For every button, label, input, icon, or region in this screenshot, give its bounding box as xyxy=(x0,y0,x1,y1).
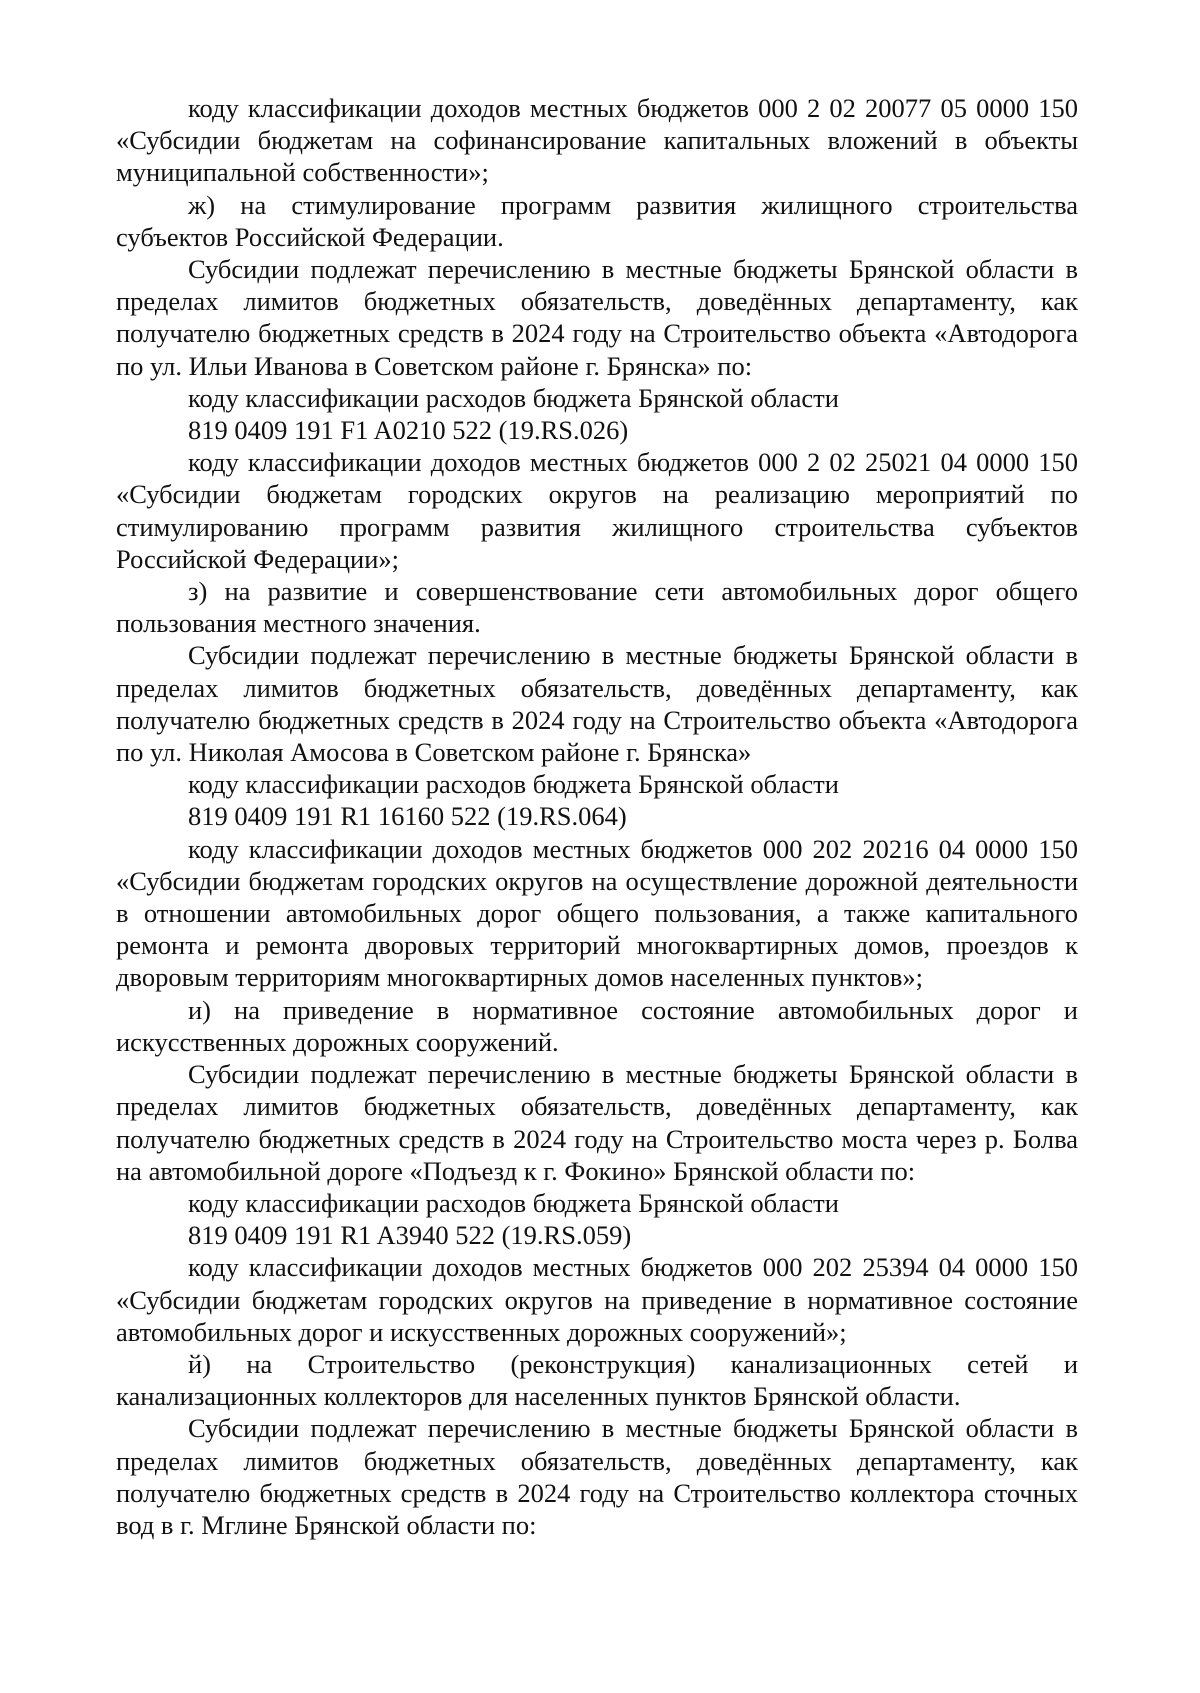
paragraph-item-zh: ж) на стимулирование программ развития жилищного строительства субъектов Российской Федерации. xyxy=(116,189,1078,252)
paragraph-item-y: й) на Строительство (реконструкция) канализационных сетей и канализационных коллекторов для населенных пунктов Брянской области. xyxy=(116,1348,1078,1412)
paragraph-item-z: з) на развитие и совершенствование сети автомобильных дорог общего пользования местного значения. xyxy=(116,576,1078,639)
document-page xyxy=(116,92,1078,1541)
expense-code-label: коду классификации расходов бюджета Брянской области xyxy=(188,382,839,413)
paragraph-subsidy-amosov: Субсидии подлежат перечислению в местные бюджеты Брянской области в пределах лимитов бюджетных обязательств, доведённых департаменту, как получателю бюджетных средств в 2024 году на Строительство объекта «Автодорога по ул. Николая Амосова в Советском районе г. Брянска» xyxy=(116,640,1078,768)
paragraph-item-i: и) на приведение в нормативное состояние автомобильных дорог и искусственных дорожных сооружений. xyxy=(116,994,1078,1057)
paragraph-revenue-code-25394: коду классификации доходов местных бюджетов 000 202 25394 04 0000 150 «Субсидии бюджетам городских округов на приведение в нормативное состояние автомобильных дорог и искусственных дорожных сооружений»; xyxy=(116,1252,1078,1347)
paragraph-revenue-code-25021: коду классификации доходов местных бюджетов 000 2 02 25021 04 0000 150 «Субсидии бюджетам городских округов на реализацию мероприятий по стимулированию программ развития жилищного строительства субъектов Российской Федерации»; xyxy=(116,447,1078,574)
paragraph-revenue-code-20216: коду классификации доходов местных бюджетов 000 202 20216 04 0000 150 «Субсидии бюджетам городских округов на осуществление дорожной деятельности в отношении автомобильных дорог общего пользования, а также капитального ремонта и ремонта дворовых территорий многоквартирных домов, проездов к дворовым территориям многоквартирных домов населенных пунктов»; xyxy=(116,833,1078,993)
expense-code-label: коду классификации расходов бюджета Брянской области xyxy=(188,769,839,800)
expense-code-value: 819 0409 191 R1 16160 522 (19.RS.064) xyxy=(188,801,627,832)
expense-code-label: коду классификации расходов бюджета Брянской области xyxy=(188,1187,839,1218)
expense-code-value: 819 0409 191 F1 A0210 522 (19.RS.026) xyxy=(188,415,629,446)
paragraph-subsidy-bolva-bridge: Субсидии подлежат перечислению в местные бюджеты Брянской области в пределах лимитов бюджетных обязательств, доведённых департаменту, как получателю бюджетных средств в 2024 году на Строительство моста через р. Болва на автомобильной дороге «Подъезд к г. Фокино» Брянской области по: xyxy=(116,1059,1078,1186)
paragraph-subsidy-ilya-ivanov: Субсидии подлежат перечислению в местные бюджеты Брянской области в пределах лимитов бюджетных обязательств, доведённых департаменту, как получателю бюджетных средств в 2024 году на Строительство объекта «Автодорога по ул. Ильи Иванова в Советском районе г. Брянска» по: xyxy=(116,254,1078,381)
paragraph-subsidy-mglin-collector: Субсидии подлежат перечислению в местные бюджеты Брянской области в пределах лимитов бюджетных обязательств, доведённых департаменту, как получателю бюджетных средств в 2024 году на Строительство коллектора сточных вод в г. Мглине Брянской области по: xyxy=(116,1413,1078,1540)
paragraph-revenue-code-20077: коду классификации доходов местных бюджетов 000 2 02 20077 05 0000 150 «Субсидии бюджетам на софинансирование капитальных вложений в объекты муниципальной собственности»; xyxy=(116,93,1078,188)
expense-code-value: 819 0409 191 R1 A3940 522 (19.RS.059) xyxy=(188,1220,632,1251)
